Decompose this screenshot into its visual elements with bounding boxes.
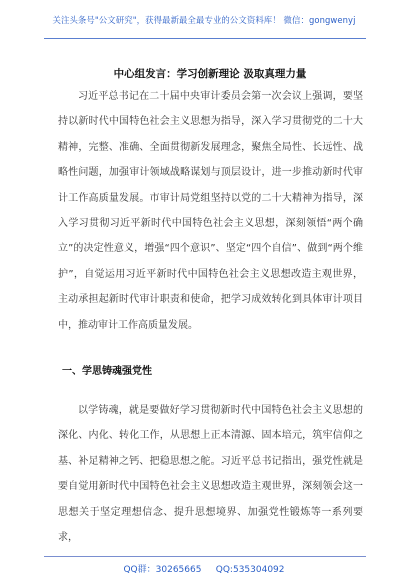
body-paragraph-2: 以学铸魂，就是要做好学习贯彻新时代中国特色社会主义思想的深化、内化、转化工作，从思想上正本清源、固本培元，筑牢信仰之基、补足精神之钙、把稳思想之舵。习近平总书记指出，强党性就是要自觉用新时代中国特色社会主义思想改造主观世界，深刻领会这一思想关于坚定理想信念、提升思想境界、加强党性锻炼等一系列要求， — [58, 405, 363, 544]
section-heading: 一、学思铸魂强党性 — [62, 366, 152, 377]
page-footer — [0, 562, 408, 575]
body-paragraph-1: 习近平总书记在二十届中央审计委员会第一次会议上强调，要坚持以新时代中国特色社会主义思想为指导，深入学习贯彻党的二十大精神，完整、准确、全面贯彻新发展理念，聚焦全局性、长远性、战略性问题，加强审计领域战略谋划与顶层设计，进一步推动新时代审计工作高质量发展。市审计局党组坚持以党的二十大精神为指导，深入学习贯彻习近平新时代中国特色社会主义思想，深刻领悟“两个确立”的决定性意义，增强“四个意识”、坚定“四个自信”、做到“两个维护”，自觉运用习近平新时代中国特色社会主义思想改造主观世界，主动承担起新时代审计职责和使命，把学习成效转化到具体审计项目中，推动审计工作高质量发展。 — [58, 91, 363, 331]
footer-qq-contact: QQ:535304092 — [215, 565, 285, 575]
footer-qq-group: QQ群：30265665 — [123, 565, 202, 575]
document-title: 中心组发言：学习创新理论 汲取真理力量 — [113, 68, 307, 80]
page-header-notice: 关注头条号"公文研究"，获得最新最全最专业的公文资料库！ 微信：gongwenyj — [52, 15, 356, 25]
header-divider — [44, 38, 366, 39]
footer-divider — [44, 556, 366, 557]
